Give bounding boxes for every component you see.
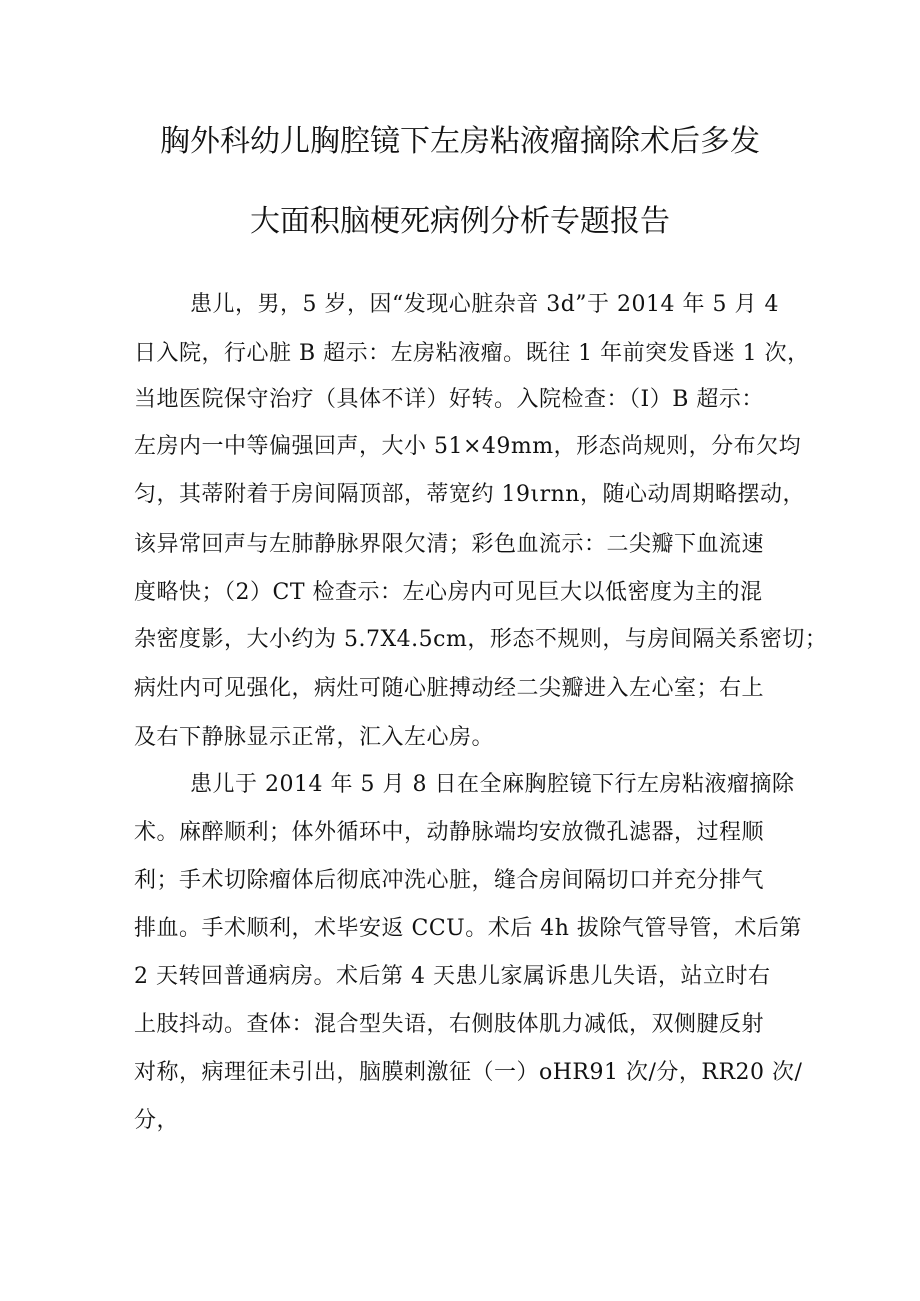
paragraph-2-line-5: 2 天转回普通病房。术后第 4 天患儿家属诉患儿失语，站立时右 [134, 964, 771, 989]
paragraph-1-line-6: 该异常回声与左肺静脉界限欠清；彩色血流示：二尖瓣下血流速 [134, 532, 765, 557]
paragraph-2-line-7: 对称，病理征未引出，脑膜刺激征（一）oHR91 次/分，RR20 次/ [134, 1060, 803, 1085]
paragraph-2-line-3: 利；手术切除瘤体后彻底冲洗心脏，缝合房间隔切口并充分排气 [134, 868, 765, 893]
document-title-line-1: 胸外科幼儿胸腔镜下左房粘液瘤摘除术后多发 [160, 124, 760, 159]
paragraph-1-line-8: 杂密度影，大小约为 5.7X4.5cm，形态不规则，与房间隔关系密切； [134, 627, 828, 652]
paragraph-1-line-1: 患儿，男，5 岁，因“发现心脏杂音 3d”于 2014 年 5 月 4 [190, 292, 780, 317]
paragraph-1-line-3: 当地医院保守治疗（具体不详）好转。入院检查：（I）B 超示： [134, 387, 764, 412]
paragraph-1-line-4: 左房内一中等偏强回声，大小 51×49mm，形态尚规则，分布欠均 [134, 434, 802, 459]
paragraph-1-line-5: 匀，其蒂附着于房间隔顶部，蒂宽约 19ιrnn，随心动周期略摆动， [134, 482, 805, 507]
paragraph-2-line-2: 术。麻醉顺利；体外循环中，动静脉端均安放微孔滤器，过程顺 [134, 820, 765, 845]
paragraph-1-line-10: 及右下静脉显示正常，汇入左心房。 [134, 725, 495, 750]
paragraph-2-line-4: 排血。手术顺利，术毕安返 CCU。术后 4h 拔除气管导管，术后第 [134, 916, 802, 941]
paragraph-1-line-7: 度略快；（2）CT 检查示：左心房内可见巨大以低密度为主的混 [134, 580, 763, 605]
document-title-line-2: 大面积脑梗死病例分析专题报告 [250, 204, 670, 239]
paragraph-2-line-8: 分， [134, 1108, 180, 1133]
paragraph-1-line-9: 病灶内可见强化，病灶可随心脏搏动经二尖瓣进入左心室；右上 [134, 676, 765, 701]
paragraph-2-line-6: 上肢抖动。查体：混合型失语，右侧肢体肌力减低，双侧腱反射 [134, 1012, 765, 1037]
paragraph-1-line-2: 日入院，行心脏 B 超示：左房粘液瘤。既往 1 年前突发昏迷 1 次， [134, 341, 810, 366]
paragraph-2-line-1: 患儿于 2014 年 5 月 8 日在全麻胸腔镜下行左房粘液瘤摘除 [190, 772, 795, 797]
